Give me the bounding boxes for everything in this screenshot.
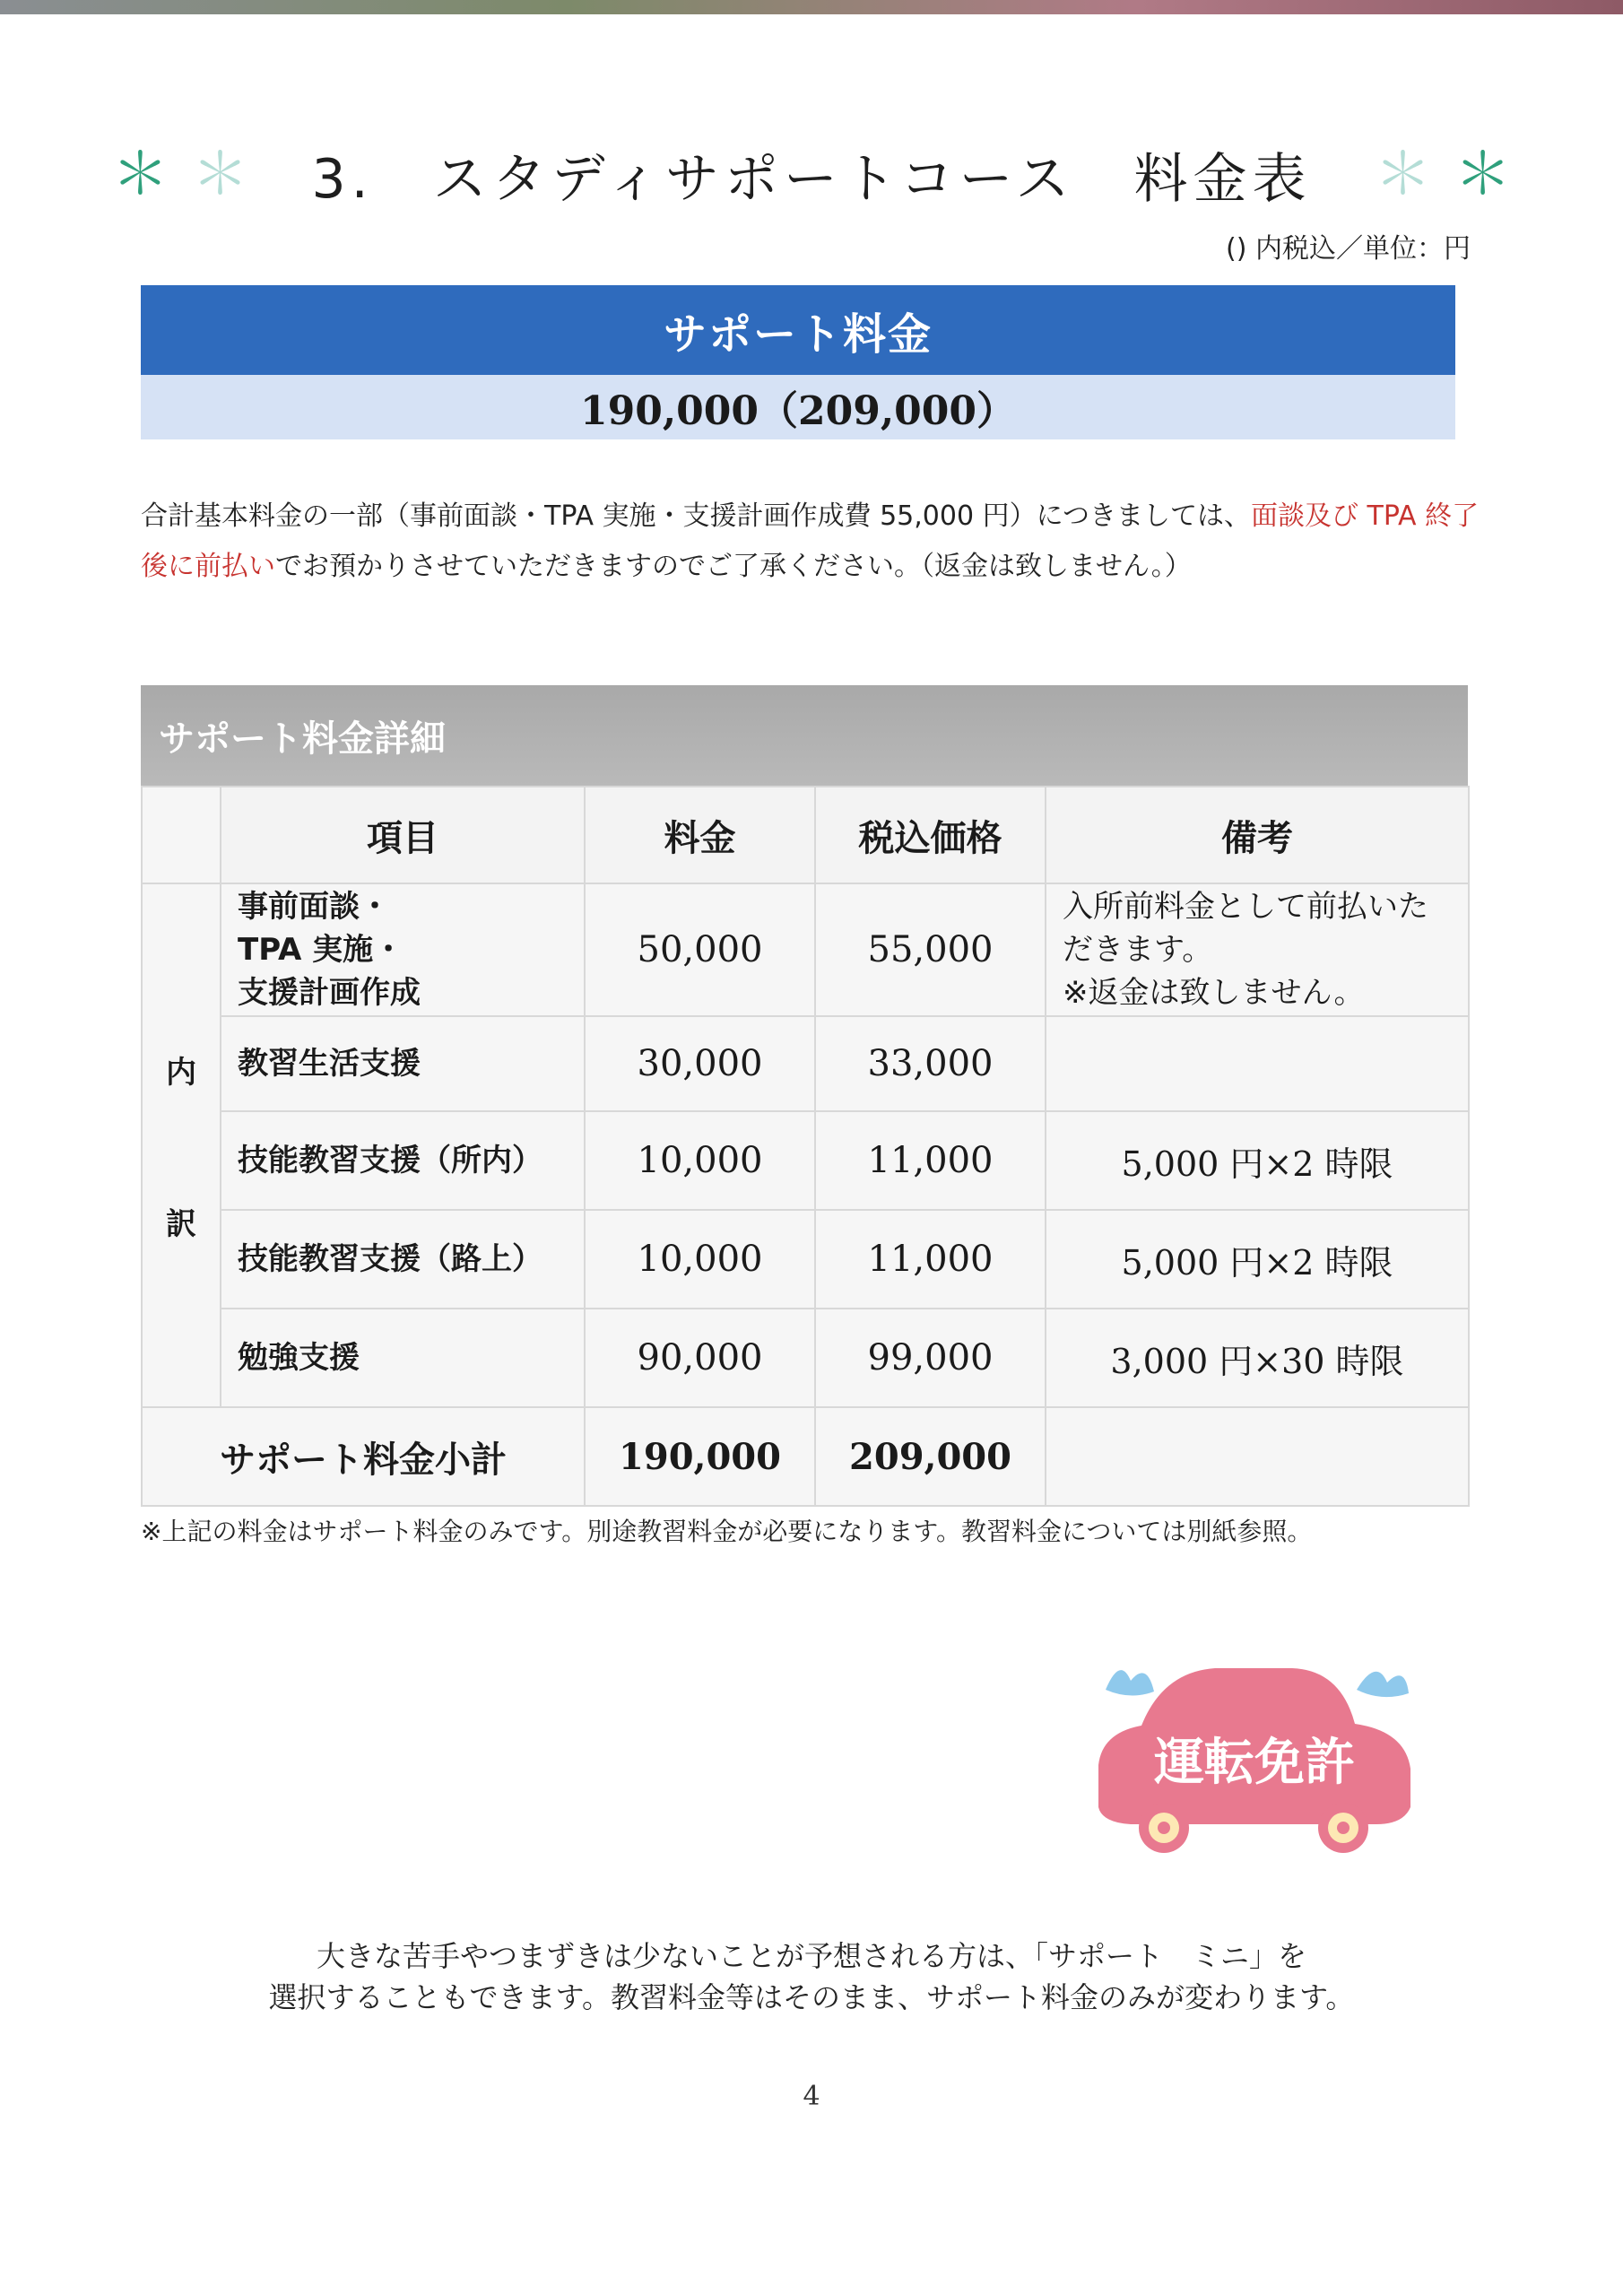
note-cell [1046, 1016, 1469, 1111]
fee-cell: 90,000 [585, 1309, 815, 1407]
tax-cell: 11,000 [815, 1111, 1046, 1210]
fee-table [141, 786, 1470, 1507]
closing-line: 選択することもできます。教習料金等はそのまま、サポート料金のみが変わります。 [268, 1980, 1355, 2014]
top-border [0, 0, 1623, 14]
tax-cell: 11,000 [815, 1210, 1046, 1309]
unit-note: () 内税込／単位：円 [1226, 233, 1471, 265]
notice-text-2: でお預かりさせていただきますのでご了承ください。（返金は致しません。） [275, 551, 1192, 582]
fee-detail-title: サポート料金詳細 [141, 685, 1468, 786]
footnote: ※上記の料金はサポート料金のみです。別途教習料金が必要になります。教習料金については別紙参照。 [141, 1517, 1313, 1546]
header-fee: 料金 [585, 787, 815, 883]
closing-note [0, 1935, 1623, 2018]
table-row [142, 1210, 1469, 1309]
fee-cell: 30,000 [585, 1016, 815, 1111]
support-fee-value: 190,000（209,000） [141, 375, 1455, 439]
table-row [142, 1309, 1469, 1407]
tax-cell: 55,000 [815, 883, 1046, 1016]
breakdown-label: 内 訳 [142, 883, 221, 1407]
page-title [0, 135, 1623, 215]
item-cell: 教習生活支援 [221, 1016, 585, 1111]
star-icon: ＊ [111, 142, 169, 208]
side-header-cell [142, 787, 221, 883]
subtotal-note [1046, 1407, 1469, 1506]
note-cell: 5,000 円×2 時限 [1046, 1210, 1469, 1309]
table-row [142, 1016, 1469, 1111]
star-icon: ＊ [1374, 142, 1432, 208]
star-icon: ＊ [191, 142, 249, 208]
stars-left [102, 142, 257, 208]
tax-cell: 99,000 [815, 1309, 1046, 1407]
winged-car-icon [1072, 1650, 1439, 1874]
notice-highlight: 面談及び TPA 終了後に前払い [141, 500, 1480, 582]
fee-cell: 10,000 [585, 1111, 815, 1210]
title-text: 3. スタディサポートコース 料金表 [311, 148, 1312, 211]
fee-detail [141, 685, 1468, 1507]
closing-line: 大きな苦手やつまずきは少ないことが予想される方は、「サポート ミニ」を [316, 1939, 1306, 1973]
note-cell: 入所前料金として前払いた だきます。 ※返金は致しません。 [1046, 883, 1469, 1016]
note-cell: 3,000 円×30 時限 [1046, 1309, 1469, 1407]
table-row [142, 883, 1469, 1016]
fee-cell: 10,000 [585, 1210, 815, 1309]
table-header-row [142, 787, 1469, 883]
header-item: 項目 [221, 787, 585, 883]
item-cell: 事前面談・ TPA 実施・ 支援計画作成 [221, 883, 585, 1016]
fee-cell: 50,000 [585, 883, 815, 1016]
page-number: 4 [803, 2081, 820, 2112]
table-row [142, 1111, 1469, 1210]
header-note: 備考 [1046, 787, 1469, 883]
subtotal-tax: 209,000 [815, 1407, 1046, 1506]
subtotal-label: サポート料金小計 [142, 1407, 585, 1506]
stars-right [1366, 142, 1521, 208]
license-text: 運転免許 [1154, 1734, 1355, 1792]
subtotal-fee: 190,000 [585, 1407, 815, 1506]
note-cell: 5,000 円×2 時限 [1046, 1111, 1469, 1210]
prepayment-notice [141, 491, 1486, 592]
item-cell: 技能教習支援（所内） [221, 1111, 585, 1210]
notice-text: 合計基本料金の一部（事前面談・TPA 実施・支援計画作成費 55,000 円）につきましては、 [141, 500, 1251, 532]
item-cell: 勉強支援 [221, 1309, 585, 1407]
support-fee-box [141, 285, 1455, 439]
support-fee-label: サポート料金 [141, 285, 1455, 375]
header-tax: 税込価格 [815, 787, 1046, 883]
tax-cell: 33,000 [815, 1016, 1046, 1111]
subtotal-row [142, 1407, 1469, 1506]
item-cell: 技能教習支援（路上） [221, 1210, 585, 1309]
star-icon: ＊ [1454, 142, 1512, 208]
